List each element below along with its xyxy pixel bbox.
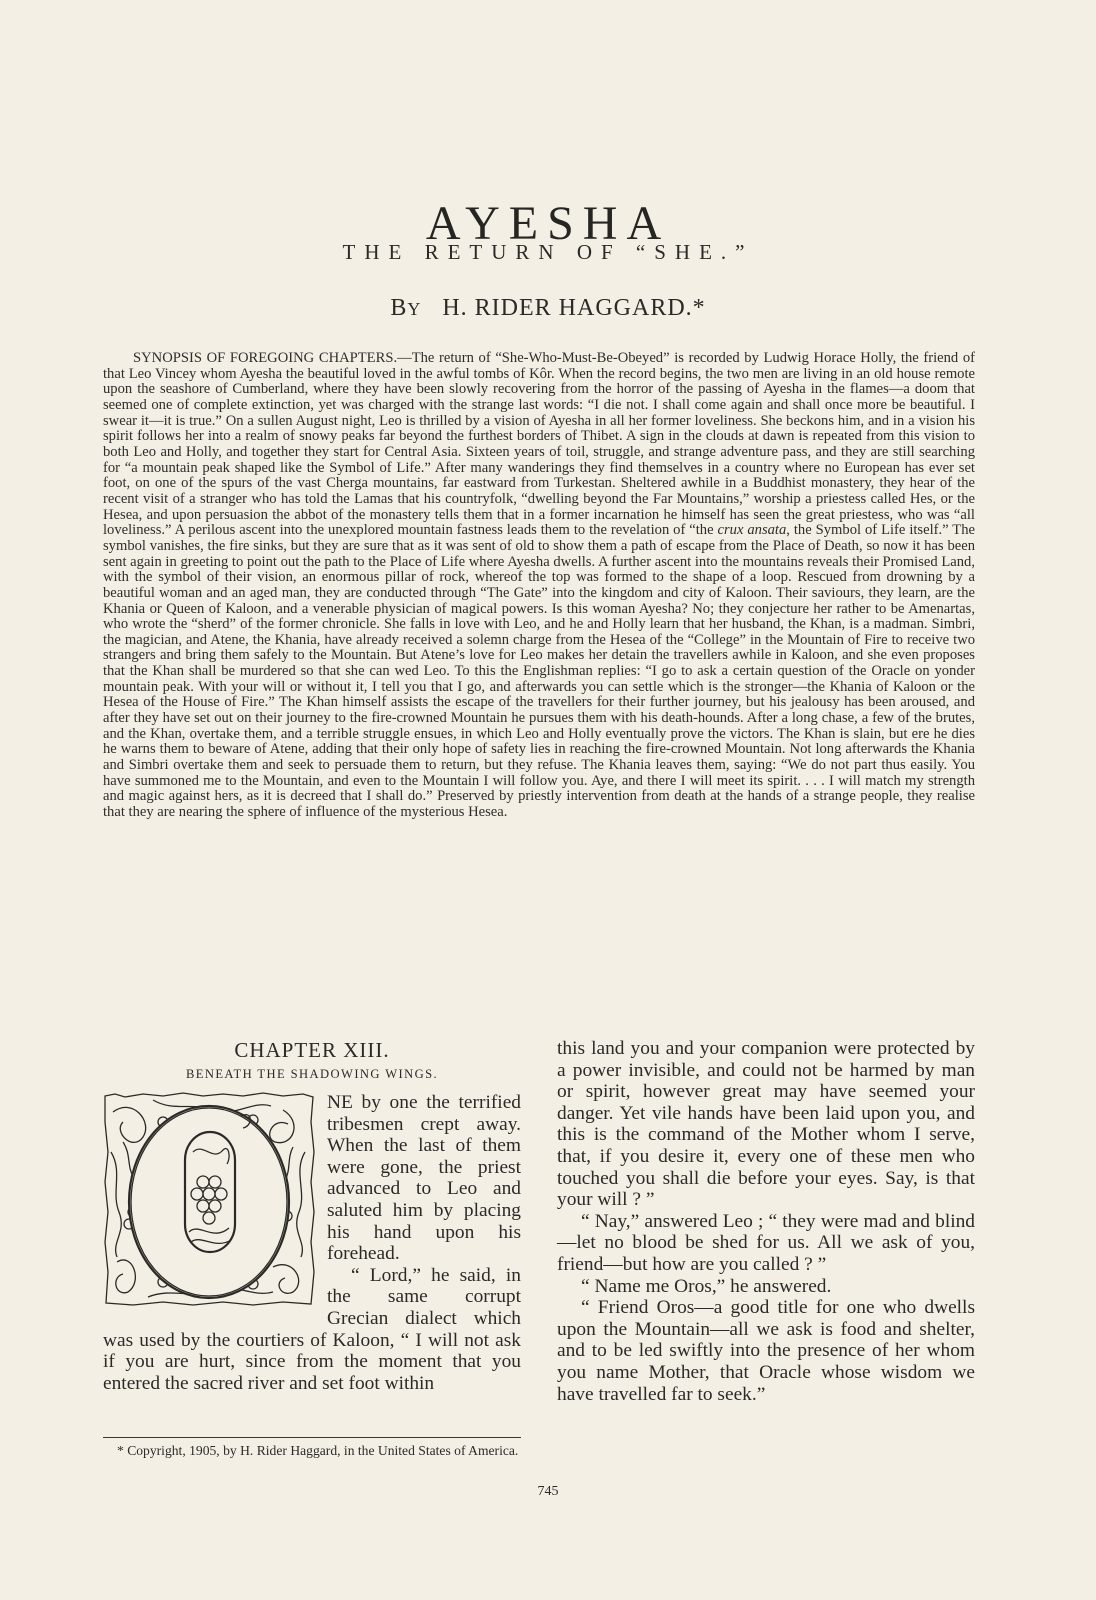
story-subtitle: THE RETURN OF “SHE.” (342, 240, 754, 264)
left-column (103, 1038, 521, 1394)
paragraph-name-me-oros: “ Name me Oros,” he answered. (581, 1275, 832, 1297)
synopsis-text-2: , the Symbol of Life itself.” The symbol vanishes, the fire sinks, but they are sure that as it was sent of old to show them a path of escape from the Place of Death, so now it has been sent again in greeting to point out the path to the Place of Life where Ayesha dwells. A further ascent into the mountains reveals their Promised Land, with the symbol of their vision, an enormous pillar of rock, whereof the top was formed to the shape of a loop. Rescued from drowning by a beautiful woman and an aged man, they are conducted through “The Gate” into the kingdom and city of Kaloon. Their saviours, they learn, are the Khania or Queen of Kaloon, and a venerable physician of magical powers. Is this woman Ayesha? No; they conjecture her rather to be Amenartas, who wrote the “sherd” of the former chronicle. She falls in love with Leo, and he and Holly learn that her husband, the Khan, is a madman. Simbri, the magician, and Atene, the Khania, have already received a solemn charge from the Hesea of the “College” in the Mountain of Fire to receive two strangers and bring them safely to the Mountain. But Atene’s love for Leo makes her detain the travellers awhile in Kaloon, and she even proposes that the Khan shall be murdered so that she can wed Leo. To this the Englishman replies: “I go to ask a certain question of the Oracle on yonder mountain peak. With your will or without it, I tell you that I go, and afterwards you can settle which is the stronger—the Khania of Kaloon or the Hesea of the House of Fire.” The Khan himself assists the escape of the travellers for their further journey, but his jealousy has been aroused, and after they have set out on their journey to the fire-crowned Mountain he pursues them with his death-hounds. After a long chase, a few of the brutes, and the Khan, overtake them, and a terrible struggle ensues, in which Leo and Holly eventually prove the victors. The Khan is slain, but ere he dies he warns them to beware of Atene, adding that their only hope of safety lies in reaching the fire-crowned Mountain. Not long afterwards the Khania and Simbri overtake them and seek to persuade them to return, but they refuse. The Khania leaves them, saying: “We do not part thus easily. You have summoned me to the Mountain, and even to the Mountain I will follow you. Aye, and there I will meet its spirit. . . . I will match my strength and magic against hers, as it is decreed that I shall do.” Preserved by priestly intervention from death at the hands of a strange people, they realise that they are nearing the sphere of influence of the mysterious Hesea. (103, 522, 975, 821)
byline-author: H. RIDER HAGGARD.* (442, 295, 706, 321)
byline (0, 294, 1096, 323)
byline-prefix-rest: Y (407, 299, 422, 319)
synopsis-label: SYNOPSIS OF FOREGOING CHAPTERS. (133, 350, 398, 366)
story-title: AYESHA (425, 197, 671, 251)
synopsis-italic: crux ansata (717, 522, 787, 539)
paragraph-opening: NE by one the terrified tribesmen crept away. When the last of them were gone, the priest advanced to Leo and saluted him by placing his hand upon his forehead. (327, 1092, 521, 1265)
paragraph-lord: “ Lord,” he said, in the same corrupt Grecian dialect which was used by the courtiers of Kaloon, “ I will not ask if you are hurt, since from the moment that you entered the sacred river and set foot within (103, 1264, 521, 1394)
right-column (557, 1038, 975, 1405)
byline-prefix-initial: B (390, 295, 408, 321)
synopsis (103, 351, 975, 821)
paragraph-continued: this land you and your companion were protected by a power invisible, and could not be harmed by man or spirit, however great may have seemed your danger. Yet vile hands have been laid upon you, and this is the command of the Mother whom I serve, that, if you desire it, every one of these men who touched you shall die before your eyes. Say, is that your will ? ” (557, 1038, 975, 1211)
paragraph-friend-oros: “ Friend Oros—a good title for one who dwells upon the Mountain—all we ask is food and shelter, and to be led swiftly into the presence of her whom you name Mother, that Oracle whose wisdom we have travelled far to seek.” (557, 1297, 975, 1405)
chapter-title: CHAPTER XIII. (234, 1038, 390, 1062)
chapter-subtitle: BENEATH THE SHADOWING WINGS. (185, 1067, 439, 1081)
paragraph-nay: “ Nay,” answered Leo ; “ they were mad and blind—let no blood be shed for us. All we ask of you, friend—but how are you called ? ” (557, 1210, 975, 1275)
footnote-divider (103, 1437, 521, 1438)
page-number: 745 (537, 1484, 559, 1499)
synopsis-text-1: —The return of “She-Who-Must-Be-Obeyed” is recorded by Ludwig Horace Holly, the friend of that Leo Vincey whom Ayesha the beautiful loved in the awful tombs of Kôr. When the record begins, the two men are living in an old house remote upon the seashore of Cumberland, where they have been slowly recovering from the horror of the passing of Ayesha in the flames—a doom that seemed one of complete extinction, yet was charged with the strange last words: “I die not. I shall come again and shall once more be beautiful. I swear it—it is true.” On a sullen August night, Leo is thrilled by a vision of Ayesha in all her former loveliness. She beckons him, and in a vision his spirit follows her into a realm of snowy peaks far beyond the furthest borders of Thibet. A sign in the clouds at dawn is repeated from this vision to both Leo and Holly, and together they start for Central Asia. Sixteen years of toil, struggle, and strange adventure pass, and they are still searching for “a mountain peak shaped like the Symbol of Life.” After many wanderings they find themselves in a country where no European has ever set foot, on one of the spurs of the vast Cherga mountains, far eastward from Turkestan. Sheltered awhile in a Buddhist monastery, they hear of the recent visit of a stranger who has told the Lamas that his countryfolk, “dwelling beyond the Far Mountains,” worship a priestess called Hes, or the Hesea, and upon persuasion the abbot of the monastery tells them that in a former incarnation he himself has seen the great priestess, who was “all loveliness.” A perilous ascent into the unexplored mountain fastness leads them to the revelation of “the (103, 350, 976, 539)
ornamental-dropcap-o-icon (103, 1092, 315, 1308)
copyright-footnote: * Copyright, 1905, by H. Rider Haggard, in the United States of America. (117, 1443, 519, 1458)
